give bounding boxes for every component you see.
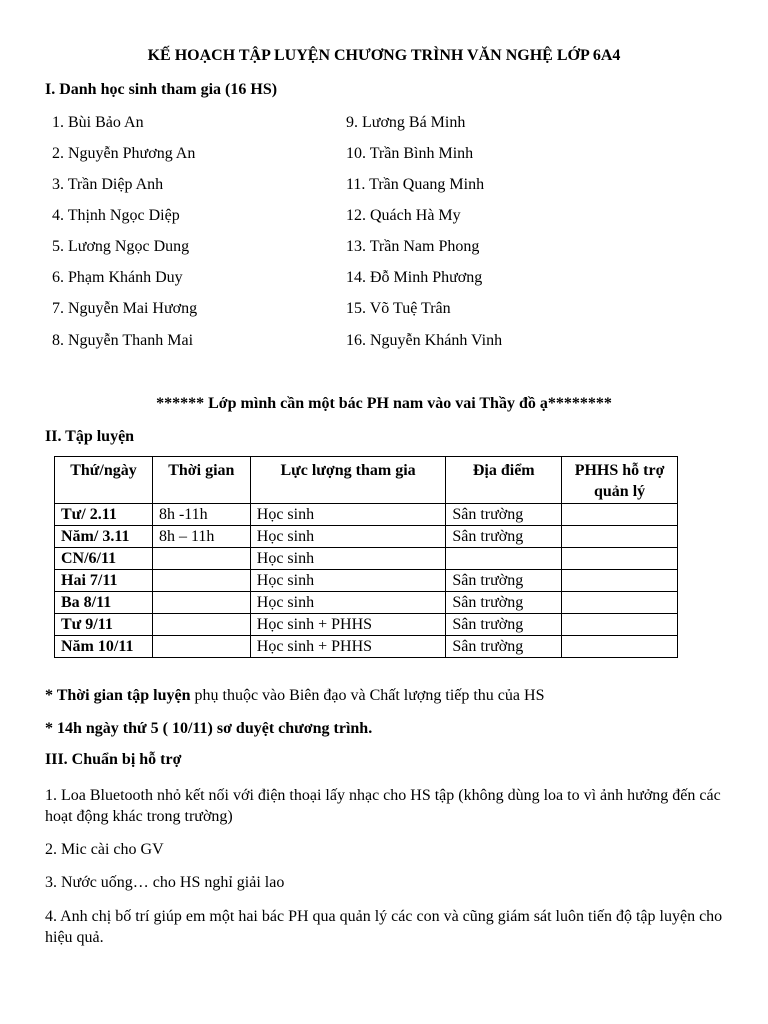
cell-location: Sân trường: [446, 592, 562, 614]
student-item: 1. Bùi Bảo An: [52, 114, 144, 131]
column-header: Thời gian: [152, 457, 250, 504]
table-row: [55, 548, 678, 570]
student-item: 15. Võ Tuệ Trân: [346, 300, 451, 317]
cell-participants: Học sinh: [250, 570, 446, 592]
cell-day: Hai 7/11: [55, 570, 153, 592]
column-header: PHHS hỗ trợ quản lý: [562, 457, 678, 504]
student-item: 5. Lương Ngọc Dung: [52, 238, 190, 255]
cell-time: [152, 614, 250, 636]
student-item: 16. Nguyễn Khánh Vinh: [346, 332, 503, 349]
student-item: 4. Thịnh Ngọc Diệp: [52, 207, 180, 224]
student-item: 9. Lương Bá Minh: [346, 114, 466, 131]
cell-supervisor: [562, 592, 678, 614]
table-row: [55, 504, 678, 526]
cell-day: CN/6/11: [55, 548, 153, 570]
cell-day: Năm 10/11: [55, 636, 153, 658]
cell-location: Sân trường: [446, 570, 562, 592]
cell-supervisor: [562, 636, 678, 658]
cell-time: 8h – 11h: [152, 526, 250, 548]
student-item: 6. Phạm Khánh Duy: [52, 269, 183, 286]
practice-time-note: [45, 685, 725, 706]
table-row: [55, 526, 678, 548]
table-row: [55, 636, 678, 658]
support-item: 3. Nước uống… cho HS nghỉ giải lao: [45, 874, 285, 891]
student-item: 12. Quách Hà My: [346, 207, 461, 224]
support-item: 1. Loa Bluetooth nhỏ kết nối với điện thoại lấy nhạc cho HS tập (không dùng loa to vì ảnh hưởng đến các hoạt động khác trong trường): [45, 787, 721, 825]
cell-participants: Học sinh: [250, 548, 446, 570]
student-item: 8. Nguyễn Thanh Mai: [52, 332, 194, 349]
cell-supervisor: [562, 614, 678, 636]
cell-location: [446, 548, 562, 570]
practice-time-note-label: * Thời gian tập luyện: [45, 687, 191, 704]
table-row: [55, 614, 678, 636]
cell-participants: Học sinh + PHHS: [250, 614, 446, 636]
support-item: 4. Anh chị bố trí giúp em một hai bác PH qua quản lý các con và cũng giám sát luôn tiến độ tập luyện cho hiệu quả.: [45, 908, 723, 946]
cell-supervisor: [562, 548, 678, 570]
student-item: 3. Trần Diệp Anh: [52, 176, 164, 193]
cell-time: [152, 592, 250, 614]
cell-time: [152, 548, 250, 570]
rehearsal-note: * 14h ngày thứ 5 ( 10/11) sơ duyệt chương trình.: [45, 720, 373, 737]
cell-supervisor: [562, 570, 678, 592]
section2-heading: II. Tập luyện: [45, 428, 135, 445]
table-header-row: [55, 457, 678, 504]
support-item: 2. Mic cài cho GV: [45, 841, 164, 858]
cell-location: Sân trường: [446, 526, 562, 548]
cell-supervisor: [562, 504, 678, 526]
cell-participants: Học sinh: [250, 592, 446, 614]
parent-request-note: ****** Lớp mình cần một bác PH nam vào vai Thầy đồ ạ********: [156, 395, 612, 412]
cell-location: Sân trường: [446, 636, 562, 658]
student-item: 13. Trần Nam Phong: [346, 238, 480, 255]
column-header: Địa điểm: [446, 457, 562, 504]
table-row: [55, 592, 678, 614]
cell-supervisor: [562, 526, 678, 548]
student-item: 14. Đỗ Minh Phương: [346, 269, 483, 286]
cell-location: Sân trường: [446, 504, 562, 526]
cell-day: Tư/ 2.11: [55, 504, 153, 526]
schedule-table: [54, 456, 678, 658]
column-header: Thứ/ngày: [55, 457, 153, 504]
cell-day: Năm/ 3.11: [55, 526, 153, 548]
cell-time: [152, 636, 250, 658]
student-item: 10. Trần Bình Minh: [346, 145, 474, 162]
student-item: 11. Trần Quang Minh: [346, 176, 485, 193]
cell-day: Ba 8/11: [55, 592, 153, 614]
student-item: 7. Nguyễn Mai Hương: [52, 300, 198, 317]
cell-participants: Học sinh: [250, 504, 446, 526]
practice-time-note-text: phụ thuộc vào Biên đạo và Chất lượng tiếp thu của HS: [190, 687, 545, 704]
section1-heading: I. Danh học sinh tham gia (16 HS): [45, 81, 278, 98]
column-header: Lực lượng tham gia: [250, 457, 446, 504]
cell-participants: Học sinh: [250, 526, 446, 548]
student-item: 2. Nguyễn Phương An: [52, 145, 196, 162]
cell-location: Sân trường: [446, 614, 562, 636]
cell-time: 8h -11h: [152, 504, 250, 526]
document-title: KẾ HOẠCH TẬP LUYỆN CHƯƠNG TRÌNH VĂN NGHỆ LỚP 6A4: [147, 47, 621, 64]
cell-participants: Học sinh + PHHS: [250, 636, 446, 658]
cell-time: [152, 570, 250, 592]
cell-day: Tư 9/11: [55, 614, 153, 636]
table-row: [55, 570, 678, 592]
section3-heading: III. Chuẩn bị hỗ trợ: [45, 751, 182, 768]
